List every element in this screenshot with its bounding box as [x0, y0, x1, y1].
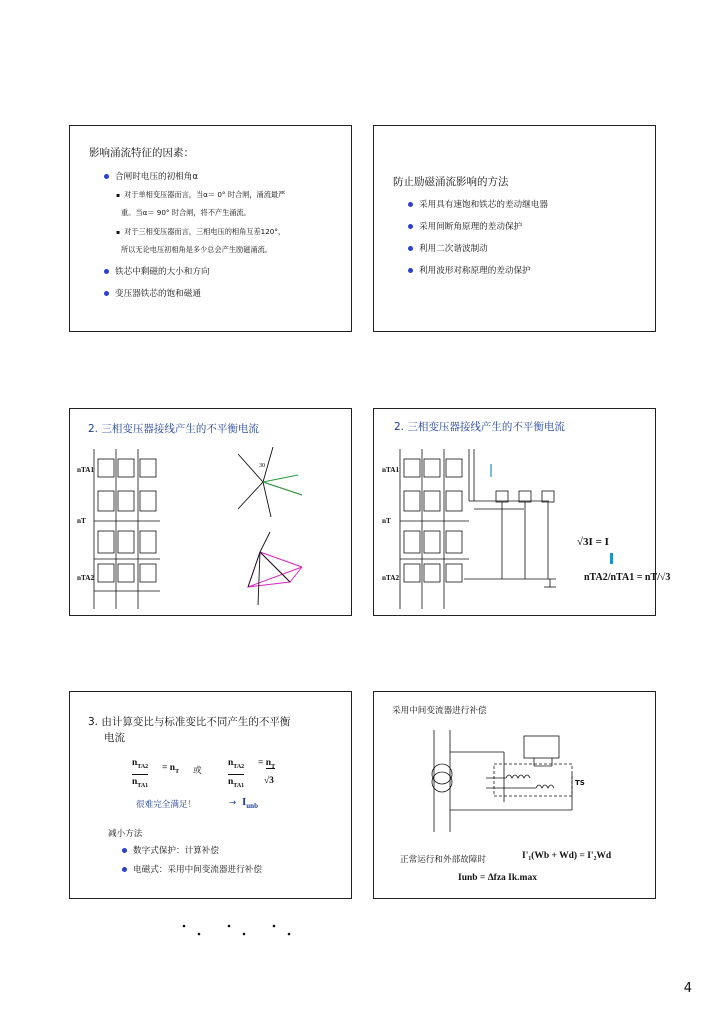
slide3-title: 2. 三相变压器接线产生的不平衡电流 — [88, 423, 259, 435]
decorative-dots — [0, 920, 724, 940]
slide1-sub1b: 重。当α＝ 90° 时合闸，将不产生涌流。 — [121, 208, 251, 217]
slide5-formula-b: $n_{TA2}$ $n_{TA1}$ — [228, 758, 245, 789]
slide4-circuit-diagram — [374, 409, 657, 617]
slide6-eq1: I'₁(Wb + Wd) = I'₂Wd — [522, 851, 612, 861]
slide6-eq2: Iunb = Δfza Ik.max — [458, 873, 537, 883]
slide3-circuit-diagram — [70, 409, 353, 617]
slide4-title: 2. 三相变压器接线产生的不平衡电流 — [394, 421, 565, 433]
slide3-nt: nT — [77, 517, 86, 525]
slide-4 — [373, 408, 671, 616]
slide6-ts-label: TS — [575, 779, 585, 787]
slide4-nta2: nTA2 — [382, 574, 400, 582]
slide6-normal: 正常运行和外部故障时 — [400, 855, 486, 865]
slide4-nta1: nTA1 — [382, 466, 400, 474]
slide2-item1: 采用具有速饱和铁芯的差动继电器 — [408, 198, 548, 210]
slide-6 — [373, 691, 656, 899]
slide5-title-line1: 3. 由计算变比与标准变比不同产生的不平衡 — [88, 716, 291, 728]
slide3-angle-label: 30 — [259, 463, 265, 469]
slide5-m2: 电磁式：采用中间变流器进行补偿 — [122, 863, 262, 875]
slide5-formula-a: $n_{TA2}$ $n_{TA1}$ — [132, 758, 149, 789]
slide2-item3: 利用二次谐波制动 — [408, 242, 488, 254]
slide-3 — [69, 408, 352, 616]
slide4-formula1: √3I = I — [577, 536, 609, 548]
slide1-sub2a: ▪ 对于三相变压器而言，三相电压的相角互差120°， — [116, 227, 285, 237]
slide5-iunb: $I_{unb}$ — [242, 796, 258, 811]
slide5-formula-c: = $n_T$ √3 — [258, 758, 276, 786]
slide4-formula2: nTA2/nTA1 = nT/√3 — [584, 572, 671, 583]
slide2-item2: 采用间断角原理的差动保护 — [408, 220, 522, 232]
slide4-nt: nT — [382, 517, 391, 525]
slide5-title-line2: 电流 — [104, 732, 125, 744]
slide5-or: 或 — [193, 766, 202, 776]
slide-1 — [69, 125, 352, 332]
slide3-nta1: nTA1 — [77, 466, 95, 474]
slide1-sub2b: 所以无论电压初相角是多少总会产生励磁涌流。 — [121, 245, 272, 254]
page-number: 4 — [683, 981, 692, 996]
slide-2 — [373, 125, 656, 332]
slide1-item3: 变压器铁芯的饱和磁通 — [104, 287, 201, 299]
slide1-title: 影响涌流特征的因素： — [89, 147, 194, 159]
slide6-title: 采用中间变流器进行补偿 — [392, 706, 487, 716]
slide1-item1: 合闸时电压的初相角α — [104, 170, 198, 182]
slide2-item4: 利用波形对称原理的差动保护 — [408, 264, 531, 276]
slide1-sub1a: ▪ 对于单相变压器而言，当α＝ 0° 时合闸，涌流最严 — [116, 190, 285, 200]
slide5-m1: 数字式保护：计算补偿 — [122, 844, 219, 856]
slide6-circuit-diagram — [374, 692, 657, 900]
slide1-item2: 铁芯中剩磁的大小和方向 — [104, 265, 210, 277]
slide5-eq-nt: = $n_T$ — [162, 763, 180, 775]
slide5-arrow: → — [229, 798, 237, 808]
slide5-hard: 很难完全满足！ — [136, 800, 197, 810]
slide3-nta2: nTA2 — [77, 574, 95, 582]
slide5-reduce: 减小方法 — [108, 829, 143, 839]
slide-5 — [69, 691, 352, 899]
slide2-title: 防止励磁涌流影响的方法 — [393, 176, 509, 188]
